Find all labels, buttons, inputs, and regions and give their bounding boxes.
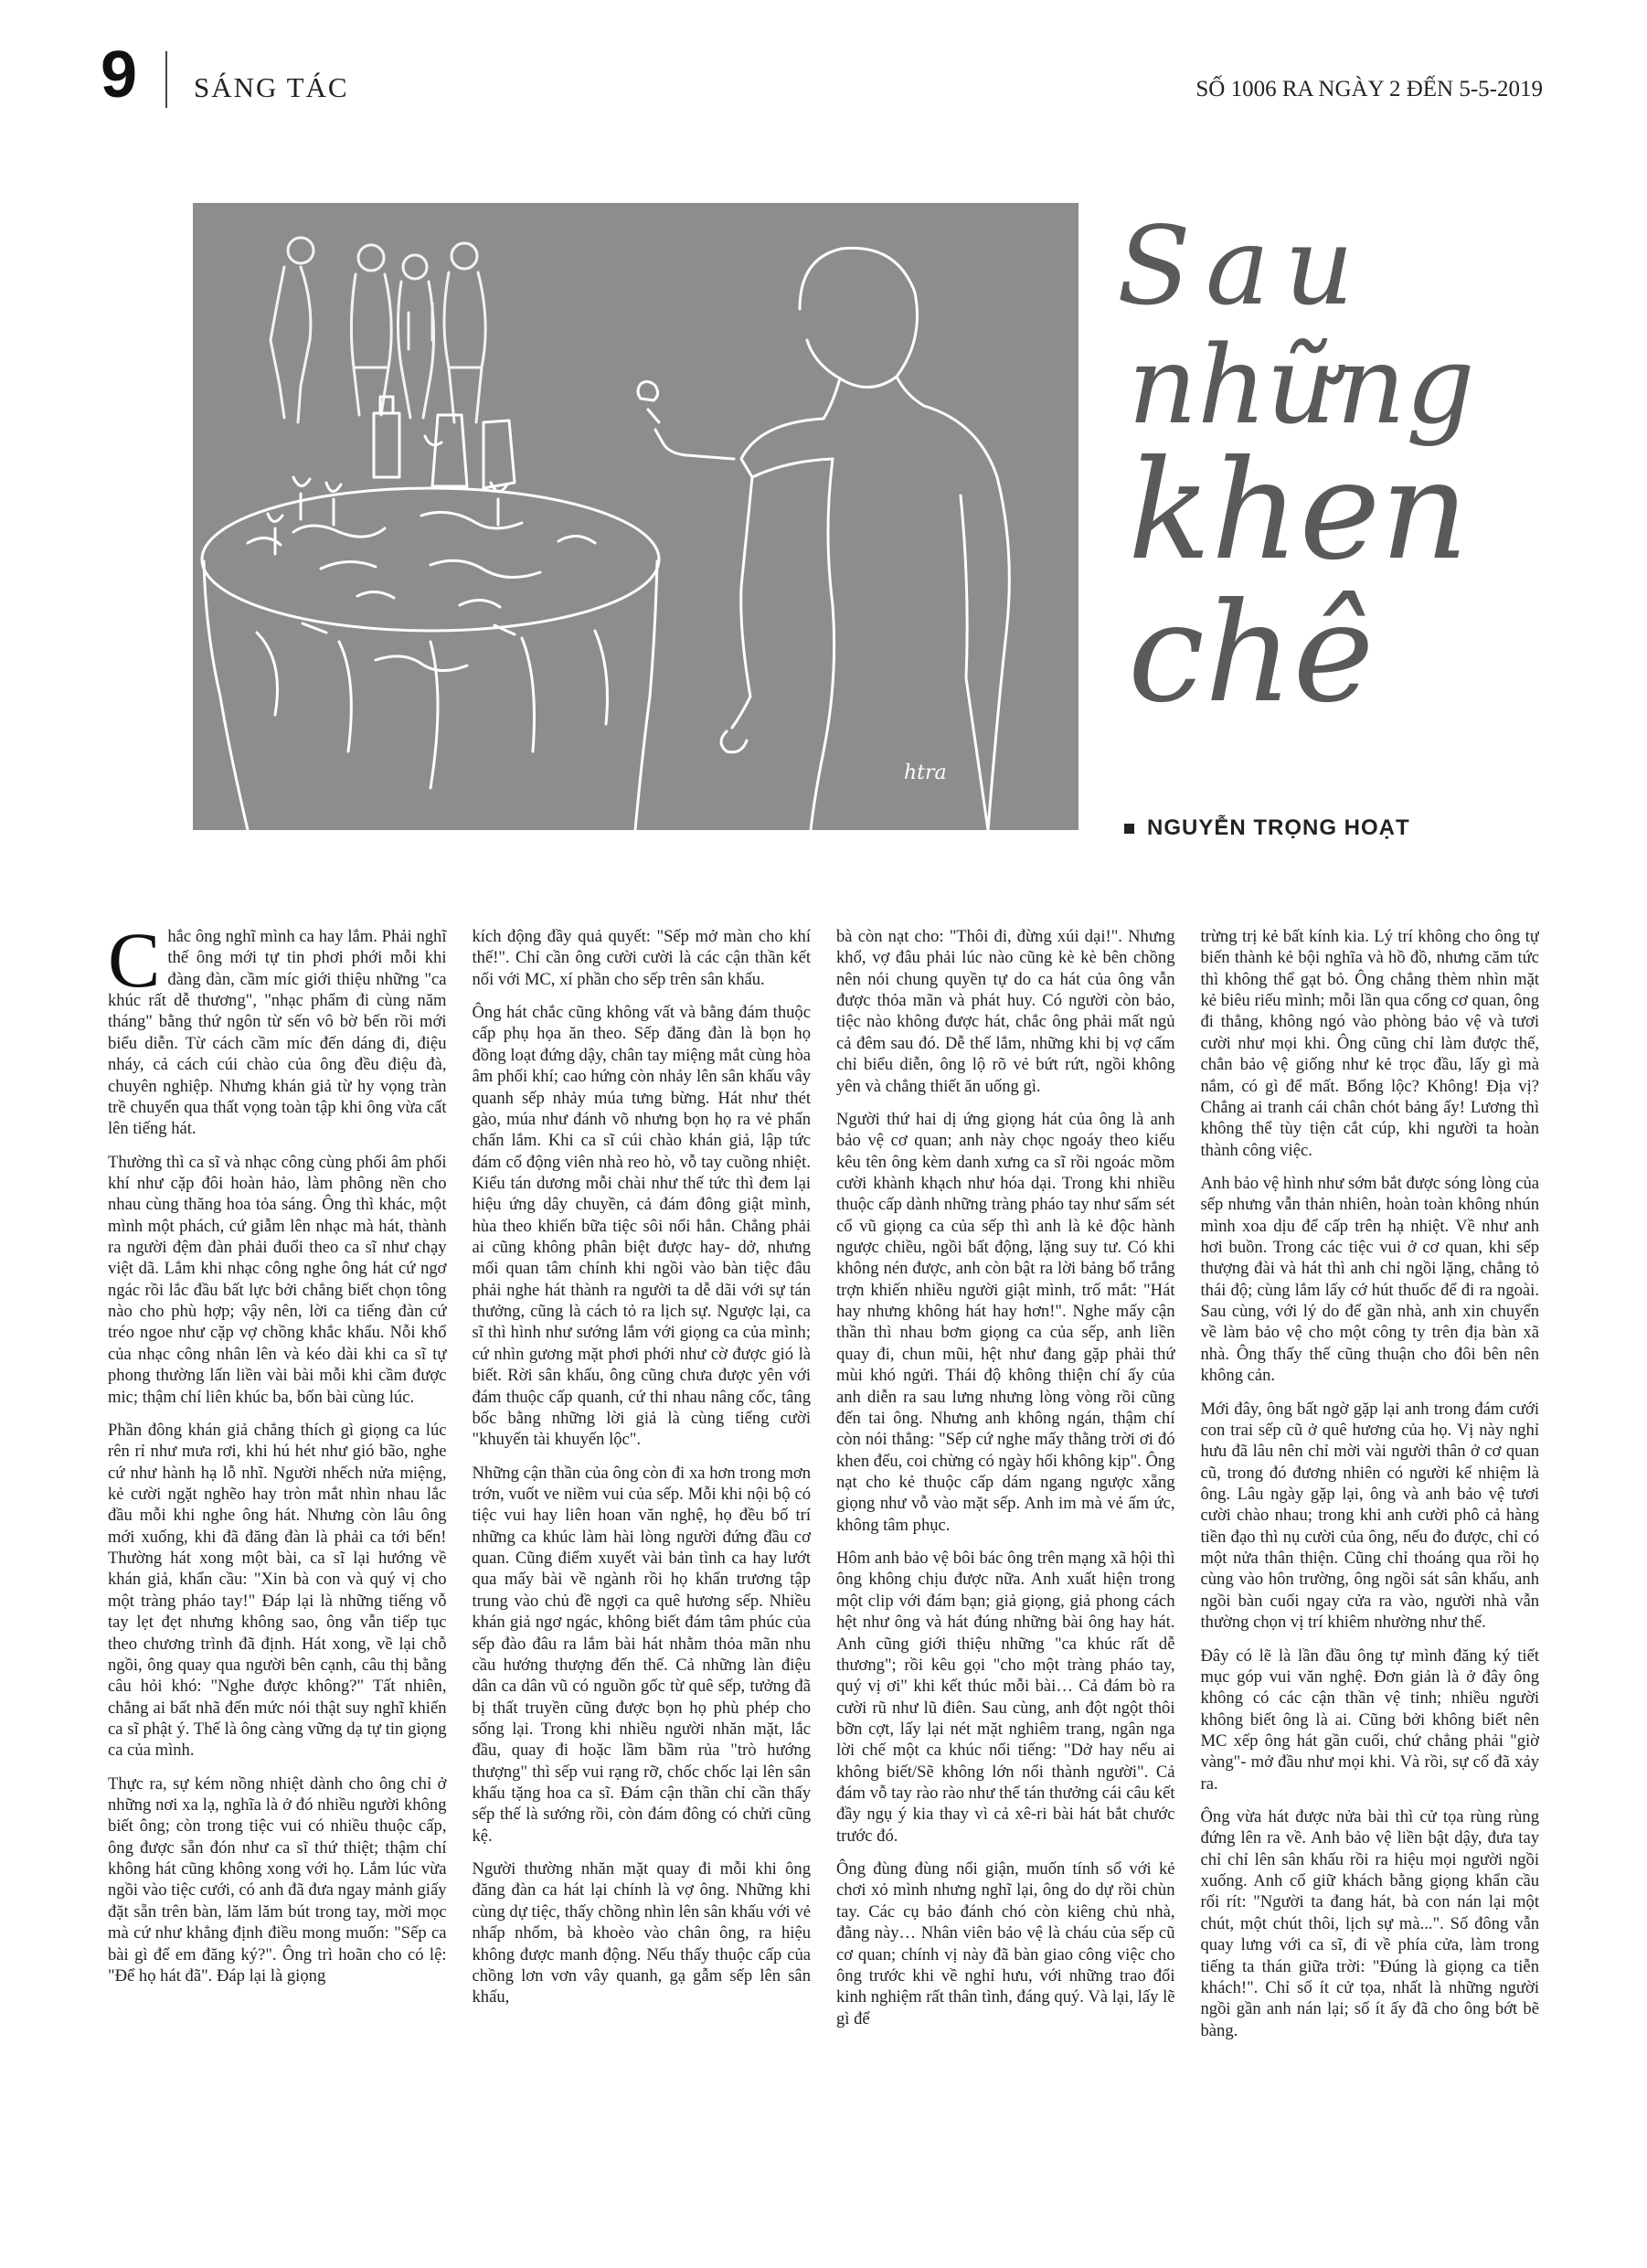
section-label: SÁNG TÁC [194, 71, 349, 103]
issue-date: SỐ 1006 RA NGÀY 2 ĐẾN 5-5-2019 [1195, 77, 1543, 101]
artist-signature: htra [904, 761, 947, 784]
bullet-square-icon [1124, 824, 1134, 834]
paragraph: Ông đùng đùng nổi giận, muốn tính sổ với kẻ chơi xỏ mình nhưng nghĩ lại, ông do dự rồi chùn tay. Các cụ bảo đánh chó còn kiêng chủ nhà, đằng này… Nhân viên bảo vệ là cháu của sếp cũ cơ quan; chính vị này đã bàn giao công việc cho ông trước khi về nghỉ hưu, với những trao đổi kinh nghiệm rất thân tình, đáng quý. Và lại, lấy lẽ gì để [836, 1859, 1175, 2028]
article-body [108, 926, 1539, 2169]
article-title [1117, 203, 1556, 733]
column-4 [1201, 926, 1540, 2169]
title-line: những [1128, 322, 1475, 448]
paragraph: Thường thì ca sĩ và nhạc công cùng phối âm phối khí như cặp đôi hoàn hảo, làm phông nền cho nhau cùng thăng hoa tỏa sáng. Ông thì khác, một mình một phách, cứ giẫm lên nhạc mà hát, thành ra người đệm đàn phải đuổi theo ca sĩ như chạy việt dã. Lắm khi nhạc công nghe ông hát cứ ngơ ngác rồi lắc đầu bất lực bởi chẳng biết chọn tông nào cho phù hợp; vậy nên, lời ca tiếng đàn cứ tréo ngoe như cặp vợ chồng khắc khẩu. Nỗi khổ của nhạc công nhân lên và kéo dài khi ca sĩ tự phong thường lấn liền vài bài mỗi khi cầm được mic; thậm chí liên khúc ba, bốn bài cùng lúc. [108, 1152, 447, 1407]
paragraph: Hôm anh bảo vệ bôi bác ông trên mạng xã hội thì ông không chịu được nữa. Anh xuất hiện trong một clip với đám bạn; giả giọng, giả phong cách hệt như ông và hát đúng những bài ông hay hát. Anh cũng giới thiệu những "ca khúc rất dễ thương"; rồi kêu gọi "cho một tràng pháo tay, quý vị ơi" khi kết thúc mỗi bài… Cả đám bò ra cười rũ như lũ điên. Sau cùng, anh đột ngột thôi bỡn cợt, lấy lại nét mặt nghiêm trang, ngân nga lời chế một ca khúc nổi tiếng: "Dở hay nếu ai không biết/Sẽ không lớn nổi thành người". Cả đám vỗ tay rào rào như thể tán thưởng cái câu kết đầy ngụ ý kia thay vì cả xê-ri bài hát bắt chước trước đó. [836, 1549, 1175, 1846]
column-2 [473, 926, 812, 2169]
paragraph: bà còn nạt cho: "Thôi đi, đừng xúi dại!". Nhưng khổ, vợ đâu phải lúc nào cũng kè kè bên chồng nên nói chung quyền tự do ca hát của ông vẫn được thỏa mãn và phát huy. Có người còn bảo, tiệc nào không được hát, chắc ông phải mất ngủ cả đêm sau đó. Dễ thế lắm, những khi bị vợ cấm chỉ biểu diễn, ông lộ rõ vẻ bứt rứt, ngồi không yên và chẳng thiết ăn uống gì. [836, 927, 1175, 1096]
article-illustration [193, 203, 1079, 830]
title-line: khen [1128, 431, 1469, 591]
paragraph: Mới đây, ông bất ngờ gặp lại anh trong đám cưới con trai sếp cũ ở quê hương của họ. Vị này nghỉ hưu đã lâu nên chỉ mời vài người thân ở cơ quan cũ, trong đó đương nhiên có người kế nhiệm là ông. Lâu ngày gặp lại, ông và anh bảo vệ tươi cười chào nhau; trong khi anh cười phô cả hàng tiền đạo thì nụ cười của ông, nếu đo được, chỉ có một nửa thân thiện. Cũng chỉ thoáng qua rồi họ cùng vào hôn trường, ông ngồi sát sân khấu, anh ngồi bàn cuối ngay cửa ra vào, người nhà vẫn thường chọn vị trí khiêm nhường như thế. [1200, 1399, 1539, 1633]
title-line: chê [1128, 574, 1375, 733]
round-table [202, 488, 659, 830]
paragraph: Thực ra, sự kém nồng nhiệt dành cho ông chỉ ở những nơi xa lạ, nghĩa là ở đó nhiều người không biết ông; còn trong tiệc vui có nhiều thuộc cấp, ông được sẵn đón như ca sĩ thứ thiệt; thậm chí không hát cũng không xong với họ. Lắm lúc vừa ngồi vào tiệc cưới, có anh đã đưa ngay mảnh giấy đặt sẵn trên bàn, lăm lăm bút trong tay, mời mọc mà cứ như khẳng định điều mong muốn: "Sếp ca bài gì để em đăng ký?". Ông trì hoãn cho có lệ: "Để họ hát đã". Đáp lại là giọng [108, 1773, 447, 1986]
paragraph: Đây có lẽ là lần đầu ông tự mình đăng ký tiết mục góp vui văn nghệ. Đơn giản là ở đây ông không có các cận thần vệ tinh; nhiều người không biết ông là ai. Cũng bởi không biết nên MC xếp ông hát gần cuối, chứ chẳng phải "giờ vàng"- mở đầu như mọi khi. Và rồi, sự cố đã xảy ra. [1200, 1645, 1539, 1794]
paragraph: Những cận thần của ông còn đi xa hơn trong mơn trớn, vuốt ve niềm vui của sếp. Mỗi khi nội bộ có tiệc vui hay liên hoan văn nghệ, họ đều bố trí những ca khúc làm hài lòng người đứng đầu cơ quan. Cũng điểm xuyết vài bản tình ca hay lướt qua mấy bài về ngành rồi họ khẩn trương tập trung vào chủ đề ngợi ca quê hương sếp. Nhiều khán giả ngơ ngác, không biết đám tâm phúc của sếp đào đâu ra lắm bài hát nhằm thỏa mãn nhu cầu hướng thượng đến thế. Cả những làn điệu dân ca dân vũ có nguồn gốc từ quê sếp, tưởng đã bị thất truyền cũng được bọn họ phù phép cho sống lại. Trong khi nhiều người nhăn mặt, lắc đầu, quay đi hoặc lầm bầm rủa "trò hướng thượng" thì sếp vui rạng rỡ, chốc chốc lại lên sân khấu tặng hoa ca sĩ. Đám cận thần chỉ cần thấy sếp thế là sướng rồi, còn đám đông có chửi cũng kệ. [472, 1463, 811, 1846]
column-1 [108, 926, 447, 2169]
page-number: 9 [101, 38, 138, 112]
column-3 [836, 926, 1175, 2169]
paragraph: Phần đông khán giả chẳng thích gì giọng ca lúc rên rỉ như mưa rơi, khi hú hét như gió bão, nghe cứ như hành hạ lỗ nhĩ. Người nhếch nửa miệng, kẻ cười ngặt nghẽo hay tròn mắt nhìn nhau lắc đầu mỗi khi nghe ông hát. Nhưng còn lâu ông mới xuống, khi đã đăng đàn là phải ca tới bến! Thường hát xong một bài, ca sĩ lại hướng về khán giả, khẩn cầu: "Xin bà con và quý vị cho một tràng pháo tay!" Đáp lại là những tiếng vỗ tay lẹt đẹt nhưng không sao, ông vẫn tiếp tục theo chương trình đã định. Hát xong, về lại chỗ ngồi, ông quay qua người bên cạnh, câu thị bằng câu hỏi khó: "Nghe được không?" Tất nhiên, chẳng ai bất nhã đến mức nói thật suy nghĩ khiến ca sĩ phật ý. Thế là ông càng vững dạ tự tin giọng ca của mình. [108, 1420, 447, 1761]
title-line: Sau [1117, 203, 1369, 329]
author-name: NGUYỄN TRỌNG HOẠT [1147, 815, 1410, 840]
paragraph: Ông hát chắc cũng không vất và bằng đám thuộc cấp phụ họa ăn theo. Sếp đăng đàn là bọn họ đồng loạt đứng dậy, chân tay miệng mắt cùng hòa âm phối khí; cao hứng còn nhảy lên sân khấu vây quanh sếp nhảy múa tưng bừng. Hát như thét gào, múa như đánh võ nhưng bọn họ ra vẻ phấn chấn lắm. Khi ca sĩ cúi chào khán giả, lập tức đám cổ động viên nhà reo hò, vỗ tay cuồng nhiệt. Kiểu tán dương mỗi chài như thế tức thì đem lại hiệu ứng dây chuyền, cả đám đông giật mình, hùa theo khiến bữa tiệc sôi nổi hẳn. Chẳng phải ai cũng không phân biệt được hay- dở, nhưng mối quan tâm chính khi ngồi vào bàn tiệc đâu phải nghe hát thành ra người ta dễ dãi với sự tán thưởng, cũng là cách tỏ ra lịch sự. Ngược lại, ca sĩ thì hình như sướng lắm với giọng ca của mình; cứ nhìn gương mặt phơi phới như cờ được gió là biết. Rời sân khấu, ông cũng chưa được yên với đám thuộc cấp quanh, cứ thi nhau nâng cốc, tâng bốc bằng những lời giả là cùng tiếng cười "khuyến tài khuyến lộc". [472, 1003, 811, 1450]
author-byline [1124, 815, 1410, 841]
paragraph: kích động đầy quả quyết: "Sếp mở màn cho khí thế!". Chỉ cần ông cười cười là các cận thần kết nối với MC, xí phần cho sếp trên sân khấu. [472, 927, 811, 989]
drop-cap: C [108, 926, 161, 1004]
paragraph: Anh bảo vệ hình như sớm bắt được sóng lòng của sếp nhưng vẫn thản nhiên, hoàn toàn không nhún mình xoa dịu để cấp trên hạ nhiệt. Về như anh hơi buồn. Trong các tiệc vui ở cơ quan, khi sếp thượng đài và hát thì anh chỉ ngồi lặng, chẳng tỏ thái độ; cùng lắm lấy cớ hút thuốc để đi ra ngoài. Sau cùng, với lý do để gần nhà, anh xin chuyển về làm bảo vệ cho một công ty trên địa bàn xã nhà. Ông thấy thế cũng thuận cho đôi bên nên không cản. [1200, 1173, 1539, 1386]
crowd-figures [271, 238, 485, 422]
paragraph: Người thứ hai dị ứng giọng hát của ông là anh bảo vệ cơ quan; anh này chọc ngoáy theo kiểu kêu tên ông kèm danh xưng ca sĩ rồi ngoác mồm cười khành khạch như hóa dại. Trong khi nhiều thuộc cấp dành những tràng pháo tay như sấm sét cổ vũ giọng ca của sếp thì anh là kẻ độc hành ngược chiều, ngồi bất động, lặng suy tư. Có khi không nén được, anh còn bật ra lời bảng bổ trắng trợn khiến nhiều người giật mình, trố mắt: "Hát hay nhưng không hát hay hơn!". Nghe mấy cận thần thì nhau bơm giọng ca của sếp, anh liền quay đi, chun mũi, hệt như đang gặp phải thứ mùi khó ngửi. Thái độ không thiện chí ấy của anh diễn ra sau lưng nhưng lòng vòng rồi cũng đến tai ông. Nhưng anh không ngán, thậm chí còn nói thẳng: "Sếp cứ nghe mấy thằng trời ơi đó khen đểu, coi chừng có ngày hối không kịp". Ông nạt cho kẻ thuộc cấp dám ngang ngược xẵng giọng như vỗ vào mặt sếp. Anh im mà vẻ ấm ức, không tâm phục. [836, 1109, 1175, 1535]
singer-figure [638, 248, 1009, 830]
paragraph: Ông vừa hát được nửa bài thì cử tọa rùng rùng đứng lên ra về. Anh bảo vệ liền bật dậy, đưa tay chỉ chỉ lên sân khấu rồi ra hiệu mọi người ngồi xuống. Anh cố giữ khách bằng giọng khẩn cầu rối rít: "Người ta đang hát, bà con nán lại một chút, một chút thôi, lịch sự mà...". Số đông vẫn quay lưng với ca sĩ, đi về phía cửa, làm trong tiếng ta thán giữa trời: "Đúng là giọng ca tiễn khách!". Chỉ số ít cử tọa, nhất là những người ngồi gần anh nán lại; số ít ấy đã cho ông bớt bẽ bàng. [1200, 1807, 1539, 2040]
paragraph: trừng trị kẻ bất kính kia. Lý trí không cho ông tự biến thành kẻ bội nghĩa và hồ đồ, nhưng căm tức thì không thể gạt bỏ. Ông chẳng thèm nhìn mặt kẻ biêu riếu mình; mỗi lần qua cổng cơ quan, ông đi thẳng, không ngó vào phòng bảo vệ và tươi cười như mọi khi. Ông cũng chỉ làm được thế, chẳn bảo vệ giống như kẻ trọc đầu, lấy gì mà nắm, có gì để mất. Bổng lộc? Không! Địa vị? Chẳng ai tranh cái chân chót bảng ấy! Lương thì không thể tùy tiện cắt cúp, khi người ta hoàn thành công việc. [1200, 927, 1539, 1160]
paragraph: Người thường nhăn mặt quay đi mỗi khi ông đăng đàn ca hát lại chính là vợ ông. Những khi cùng dự tiệc, thấy chồng nhìn lên sân khấu với vẻ nhấp nhổm, bà khoèo vào chân ông, ra hiệu không được manh động. Nếu thấy thuộc cấp của chồng lơn vơn vây quanh, gạ gẫm sếp lên sân khấu, [472, 1859, 811, 2007]
header-divider [165, 51, 167, 108]
paragraph: Chắc ông nghĩ mình ca hay lắm. Phải nghĩ thế ông mới tự tin phơi phới mỗi khi đàng đàn, cầm míc giới thiệu những "ca khúc rất dễ thương", "nhạc phẩm đi cùng năm tháng" bằng thứ ngôn từ sến vô bờ bến rồi mới biểu diễn. Từ cách cầm míc đến dáng đi, điệu nháy, cả cách cúi chào của ông đều điệu đà, chuyên nghiệp. Nhưng khán giả từ hy vọng tràn trề chuyển qua thất vọng toàn tập khi ông vừa cất lên tiếng hát. [108, 926, 447, 1139]
